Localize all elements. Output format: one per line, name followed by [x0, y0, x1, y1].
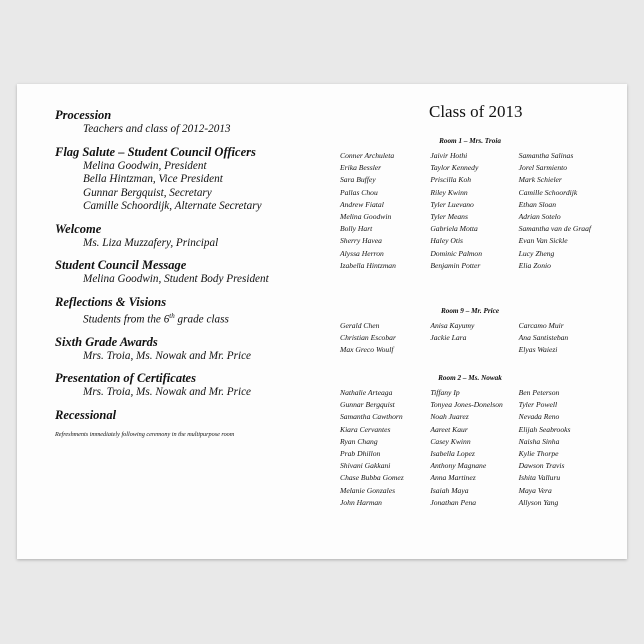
student-name: Haley Otis — [430, 236, 464, 246]
room-2 — [335, 374, 605, 509]
student-name: Mark Schieler — [518, 175, 562, 185]
student-name: Ishita Valluru — [518, 473, 561, 483]
student-name: Elia Zonio — [518, 260, 551, 270]
student-name: Prab Dhillon — [340, 449, 381, 459]
student-name: Ana Santisteban — [518, 333, 569, 343]
class-title: Class of 2013 — [429, 102, 523, 121]
student-name: Carcamo Muir — [518, 321, 564, 330]
student-name: Gerald Chen — [340, 321, 380, 330]
student-name: Anthony Magnane — [430, 461, 487, 471]
student-name: Jonathan Pena — [430, 497, 477, 507]
student-name: Kylie Thorpe — [518, 449, 559, 459]
student-name: Casey Kwinn — [430, 436, 471, 446]
student-name: Naisha Sinha — [518, 436, 560, 446]
student-name: Max Greco Woulf — [340, 345, 394, 355]
student-name: Taylor Kennedy — [430, 163, 479, 173]
room-names — [335, 150, 605, 272]
student-name: Tyler Powell — [518, 400, 558, 410]
section-title: Welcome — [55, 221, 102, 236]
section-title: Flag Salute – Student Council Officers — [55, 144, 256, 159]
name-column — [426, 387, 516, 509]
student-name: Christian Escobar — [340, 333, 396, 343]
program-list — [55, 108, 325, 439]
student-name: Ethan Sloan — [518, 199, 556, 209]
section-student-council-message — [55, 258, 325, 287]
student-name: John Harman — [340, 497, 382, 507]
room-title: Room 1 – Mrs. Troia — [439, 137, 501, 145]
student-name: Bolly Hart — [340, 224, 373, 234]
section-procession — [55, 108, 325, 137]
section-line: Teachers and class of 2012-2013 — [83, 123, 231, 135]
section-line: Bella Hintzman, Vice President — [83, 173, 223, 185]
section-line: Mrs. Troia, Ms. Nowak and Mr. Price — [83, 386, 252, 399]
section-line: Melina Goodwin, President — [83, 159, 207, 172]
room-names — [335, 320, 605, 357]
student-name: Lucy Zheng — [518, 248, 555, 258]
student-name: Camille Schoordijk — [518, 187, 578, 197]
student-name: Jorel Sarmiento — [518, 163, 568, 173]
section-recessional — [55, 408, 325, 423]
student-name: Kiara Cervantes — [340, 424, 391, 434]
name-column — [517, 320, 605, 357]
student-name: Sherry Havea — [340, 236, 382, 246]
student-name: Andrew Fiatal — [340, 199, 384, 209]
student-name: Dawson Travis — [518, 461, 565, 471]
student-name: Allyson Yang — [518, 497, 559, 507]
student-name: Nevada Reno — [518, 412, 560, 422]
section-line: Gunnar Bergquist, Secretary — [83, 186, 212, 199]
section-sixth-grade-awards — [55, 335, 325, 364]
name-column — [335, 150, 426, 272]
section-title: Reflections & Visions — [55, 294, 167, 309]
room-title: Room 9 – Mr. Price — [440, 307, 500, 315]
student-name: Benjamin Potter — [430, 260, 481, 270]
name-column — [335, 320, 426, 357]
student-name: Riley Kwinn — [430, 187, 468, 197]
name-column — [426, 320, 516, 357]
section-title: Sixth Grade Awards — [55, 334, 158, 349]
student-name: Isaiah Maya — [430, 485, 469, 495]
room-names — [335, 387, 605, 509]
name-column — [426, 150, 516, 272]
section-title: Procession — [55, 108, 112, 122]
student-name: Jaivir Hothi — [430, 151, 468, 160]
student-name: Gabriela Motta — [430, 224, 478, 234]
student-name: Sara Buffey — [340, 175, 376, 185]
room-1 — [335, 137, 605, 272]
student-name: Dominic Palmon — [430, 248, 483, 258]
student-name: Evan Van Sickle — [518, 236, 568, 246]
ordinal-suffix: th — [169, 311, 175, 320]
student-name: Chase Bubba Gomez — [340, 473, 404, 483]
section-line: Ms. Liza Muzzafery, Principal — [83, 236, 219, 249]
student-name: Priscilla Koh — [430, 175, 472, 185]
student-name: Jackie Lara — [430, 333, 467, 343]
student-name: Melanie Gonzales — [340, 485, 396, 495]
student-name: Adrian Sotelo — [518, 212, 561, 222]
section-certificates — [55, 371, 325, 400]
student-name: Alyssa Herron — [340, 248, 384, 258]
student-name: Conner Archuleta — [340, 151, 395, 160]
student-name: Tiffany Ip — [430, 388, 460, 397]
name-column — [517, 387, 605, 509]
room-9 — [335, 307, 605, 357]
section-title: Student Council Message — [55, 258, 187, 272]
section-line: Mrs. Troia, Ms. Nowak and Mr. Price — [83, 349, 252, 362]
student-name: Tyler Luevano — [430, 199, 474, 209]
room-title: Room 2 – Ms. Nowak — [438, 374, 502, 382]
student-name: Erika Bessler — [340, 163, 382, 173]
student-name: Izabella Hintzman — [340, 260, 396, 270]
section-line: Melina Goodwin, Student Body President — [83, 273, 269, 285]
student-name: Aareet Kaur — [430, 424, 468, 434]
student-name: Isabella Lopez — [430, 449, 475, 459]
student-name: Maya Vera — [518, 485, 552, 495]
name-column — [335, 387, 426, 509]
student-name: Gunnar Bergquist — [340, 400, 395, 410]
student-name: Elyas Waiezi — [518, 345, 558, 355]
section-line-ordinal: Students from the 6th grade class — [83, 311, 229, 326]
student-name: Noah Juarez — [430, 412, 469, 422]
student-name: Elijah Seabrooks — [518, 424, 571, 434]
student-name: Shivani Gakkani — [340, 461, 391, 471]
name-column — [517, 150, 605, 272]
section-welcome — [55, 222, 325, 251]
student-name: Melina Goodwin — [340, 212, 392, 222]
student-name: Tyler Means — [430, 212, 468, 222]
student-name: Ryan Chang — [340, 436, 378, 446]
student-name: Ben Peterson — [518, 388, 560, 397]
section-title: Presentation of Certificates — [55, 371, 196, 386]
section-reflections — [55, 295, 325, 327]
section-line: Camille Schoordijk, Alternate Secretary — [83, 200, 262, 212]
student-name: Samantha van de Graaf — [518, 224, 592, 234]
refreshments-note: Refreshments immediately following ceremony in the multipurpose room — [55, 430, 235, 438]
student-name: Tonyea Jones-Donelson — [430, 400, 503, 410]
section-title: Recessional — [55, 407, 117, 422]
student-name: Anna Martinez — [430, 473, 476, 483]
student-name: Samantha Cawthorn — [340, 412, 403, 422]
section-flag-salute — [55, 145, 325, 214]
student-name: Pallas Chou — [340, 187, 378, 197]
student-name: Samantha Salinas — [518, 151, 574, 160]
program-sheet — [17, 84, 627, 559]
student-name: Anisa Kayumy — [430, 321, 475, 330]
student-name: Nathalie Arteaga — [340, 388, 393, 397]
